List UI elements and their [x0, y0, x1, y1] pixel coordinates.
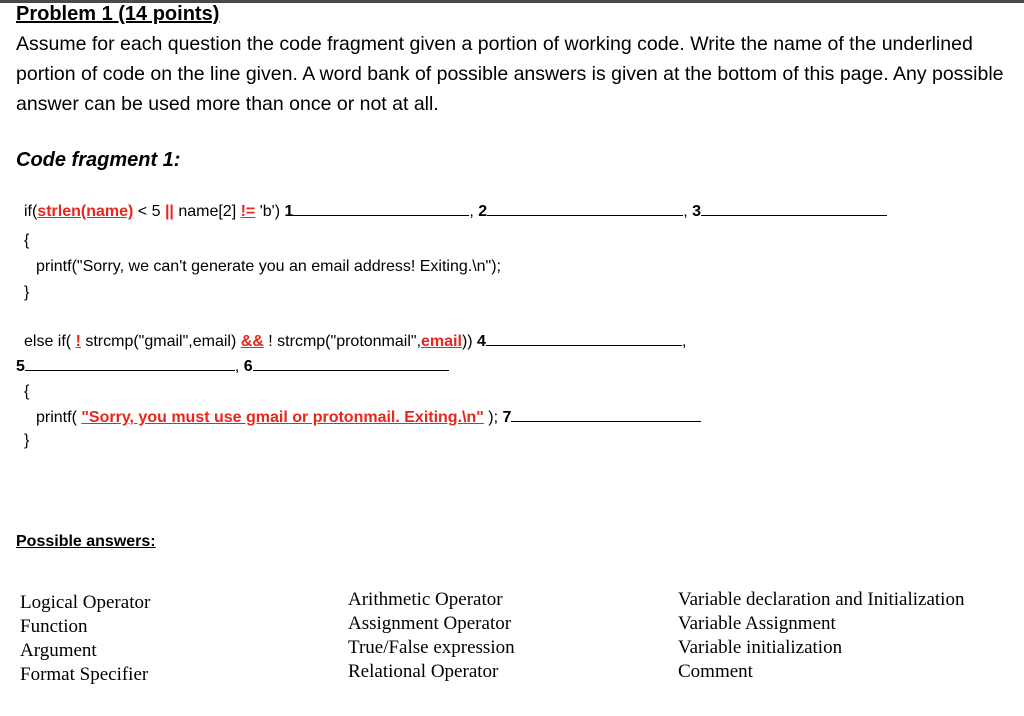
brace-open: {: [24, 232, 30, 249]
problem-instructions: Assume for each question the code fragment given a portion of working code. Write the name of the underlined portion of code on the line given. A word bank of possible answers is given at the bottom of this page. Any possible answer can be used more than once or not at all.: [16, 33, 1004, 115]
code-line-answers-5-6: 5 , 6: [16, 356, 449, 378]
question-number-7: 7: [502, 409, 512, 426]
answer-option: Argument: [20, 640, 97, 661]
answer-option: Variable initialization: [678, 637, 843, 658]
brace-close-2: }: [24, 432, 30, 449]
answer-blank-1[interactable]: [293, 201, 469, 216]
code-text: );: [483, 409, 503, 426]
fragment-heading: Code fragment 1:: [16, 149, 181, 171]
code-text: ! strcmp("protonmail",: [263, 333, 422, 350]
answer-option: True/False expression: [348, 637, 515, 658]
possible-answers-heading: Possible answers:: [16, 533, 156, 550]
underlined-strlen-call: strlen(name): [37, 203, 134, 220]
code-text: name[2]: [173, 203, 241, 220]
printf-line-1: printf("Sorry, we can't generate you an email address! Exiting.\n");: [36, 258, 501, 275]
answer-option: Variable declaration and Initialization: [678, 589, 965, 610]
answer-blank-6[interactable]: [253, 356, 449, 371]
word-bank-column-3: [678, 588, 964, 684]
underlined-email-variable: email: [421, 333, 462, 350]
word-bank-column-2: [348, 588, 515, 684]
answer-option: Relational Operator: [348, 661, 499, 682]
question-number-2: 2: [478, 203, 488, 220]
answer-blank-2[interactable]: [487, 201, 683, 216]
code-text: strcmp("gmail",email): [80, 333, 241, 350]
underlined-or-operator: ||: [164, 203, 174, 220]
underlined-not-equal: !=: [240, 203, 256, 220]
answer-blank-4[interactable]: [486, 331, 682, 346]
answer-blank-7[interactable]: [511, 407, 701, 422]
code-text: 'b'): [255, 203, 285, 220]
question-number-1: 1: [284, 203, 294, 220]
answer-option: Logical Operator: [20, 592, 151, 613]
question-number-5: 5: [16, 358, 25, 375]
answer-blank-3[interactable]: [701, 201, 887, 216]
answer-option: Arithmetic Operator: [348, 589, 503, 610]
problem-title: Problem 1 (14 points): [16, 3, 220, 25]
underlined-and-operator: &&: [240, 333, 264, 350]
answer-blank-5[interactable]: [25, 356, 235, 371]
code-line-else-if: else if( ! strcmp("gmail",email) && ! strcmp("protonmail",email)) 4 ,: [24, 333, 687, 350]
answer-option: Function: [20, 616, 88, 637]
code-text: < 5: [133, 203, 165, 220]
underlined-not-operator: !: [75, 333, 81, 350]
underlined-format-string: "Sorry, you must use gmail or protonmail. Exiting.\n": [81, 409, 484, 426]
code-text: printf(: [36, 409, 82, 426]
question-number-4: 4: [477, 333, 486, 350]
code-line-if: if(strlen(name) < 5 || name[2] != 'b') 1 , 2 , 3: [24, 201, 887, 223]
answer-option: Format Specifier: [20, 664, 149, 685]
answer-option: Variable Assignment: [678, 613, 836, 634]
code-text: )): [461, 333, 478, 350]
printf-line-2: [36, 407, 701, 429]
answer-option: Assignment Operator: [348, 613, 512, 634]
question-number-3: 3: [692, 203, 701, 220]
code-text: else if(: [24, 333, 76, 350]
answer-option: Comment: [678, 661, 753, 682]
word-bank-column-1: [20, 591, 150, 687]
brace-close: }: [24, 284, 30, 301]
question-number-6: 6: [243, 358, 253, 375]
code-text: if(: [24, 203, 38, 220]
brace-open-2: {: [24, 383, 30, 400]
